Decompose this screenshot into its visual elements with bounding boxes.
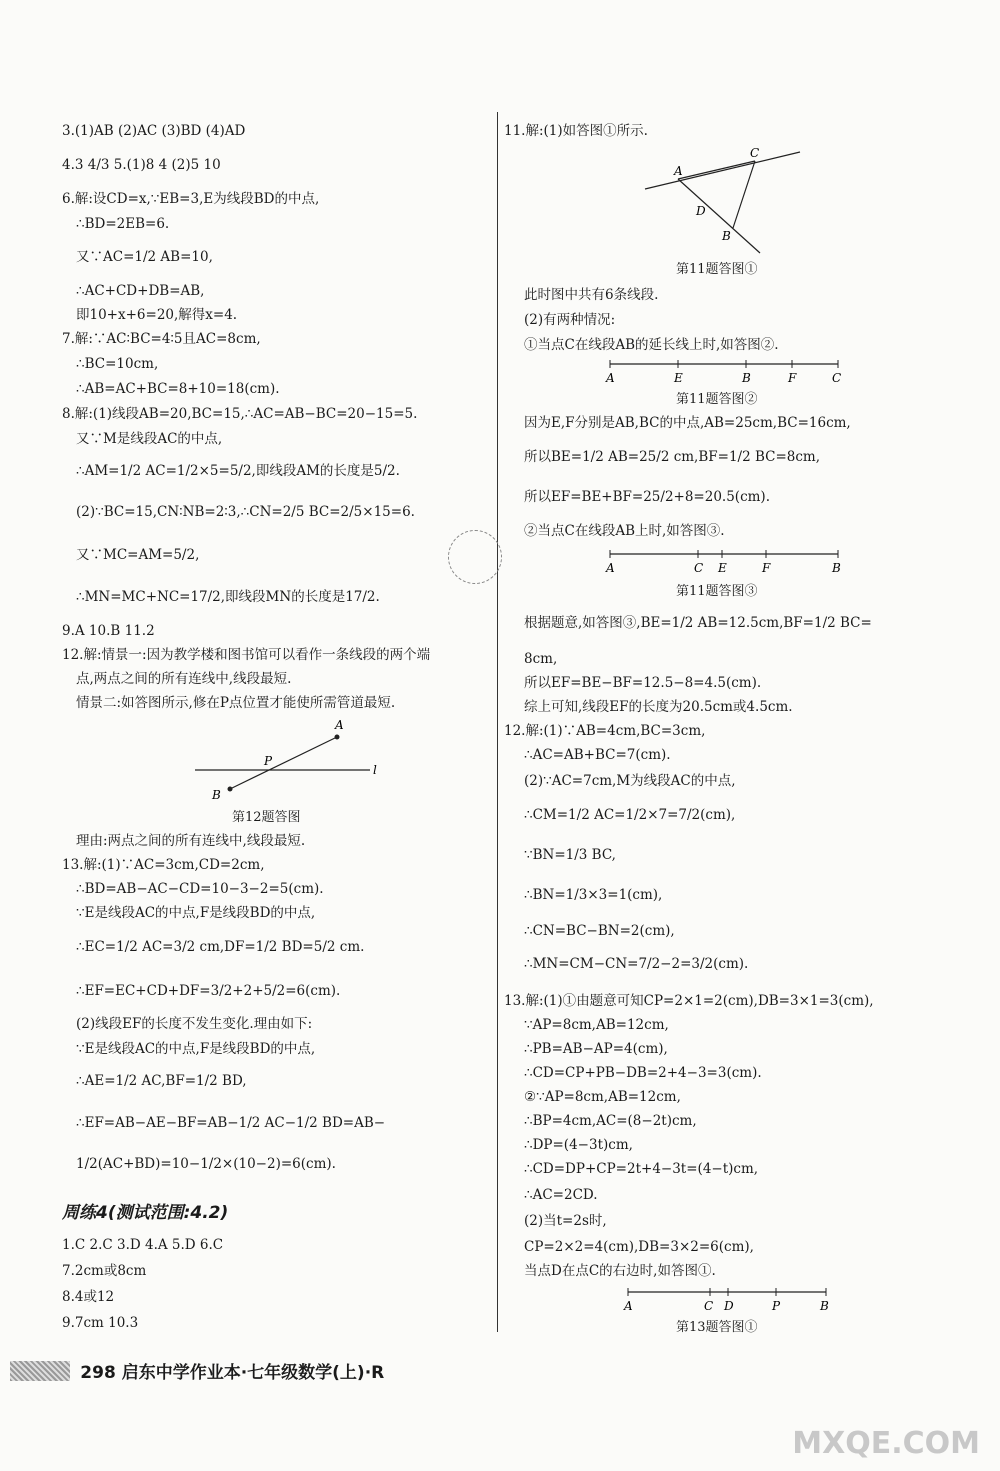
answer-line: 综上可知,线段EF的长度为20.5cm或4.5cm.	[524, 699, 793, 715]
answer-line: ∵BN=1/3 BC,	[524, 847, 616, 863]
answer-line: 9.7cm 10.3	[62, 1315, 139, 1331]
answer-line: ∴AC+CD+DB=AB,	[76, 283, 205, 299]
answer-line: (2)∵BC=15,CN∶NB=2∶3,∴CN=2/5 BC=2/5×15=6.	[76, 504, 415, 520]
watermark: MXQE.COM	[792, 1426, 980, 1461]
answer-line: 又∵MC=AM=5/2,	[76, 547, 200, 563]
fig12-caption: 第12题答图	[232, 810, 301, 825]
answer-line: 13.解:(1)①由题意可知CP=2×1=2(cm),DB=3×1=3(cm),	[504, 993, 874, 1009]
answer-line: ∴EC=1/2 AC=3/2 cm,DF=1/2 BD=5/2 cm.	[76, 939, 365, 955]
answer-line: 7.2cm或8cm	[62, 1263, 147, 1279]
answer-line: 7.解:∵AC∶BC=4∶5且AC=8cm,	[62, 331, 261, 347]
answer-line: 又∵M是线段AC的中点,	[76, 431, 223, 447]
answer-line: ∴CD=CP+PB−DB=2+4−3=3(cm).	[524, 1065, 762, 1081]
svg-text:B: B	[832, 561, 841, 575]
answer-line: 3.(1)AB (2)AC (3)BD (4)AD	[62, 123, 246, 139]
svg-text:A: A	[606, 371, 615, 385]
answer-line: 点,两点之间的所有连线中,线段最短.	[76, 671, 292, 687]
answer-line: 6.解:设CD=x,∵EB=3,E为线段BD的中点,	[62, 191, 320, 207]
answer-line: ②∵AP=8cm,AB=12cm,	[524, 1089, 681, 1105]
answer-line: ∴DP=(4−3t)cm,	[524, 1137, 633, 1153]
answer-line: ∵E是线段AC的中点,F是线段BD的中点,	[76, 905, 316, 921]
answer-line: ∴AB=AC+BC=8+10=18(cm).	[76, 381, 280, 397]
fig11-2-caption: 第11题答图②	[676, 392, 758, 407]
answer-line: ∴AM=1/2 AC=1/2×5=5/2,即线段AM的长度是5/2.	[76, 463, 400, 479]
answer-line: ∴BP=4cm,AC=(8−2t)cm,	[524, 1113, 697, 1129]
answer-line: (2)当t=2s时,	[524, 1213, 607, 1229]
svg-text:B: B	[212, 788, 221, 802]
answer-line: 当点D在点C的右边时,如答图①.	[524, 1263, 716, 1279]
answer-line: ∴CN=BC−BN=2(cm),	[524, 923, 675, 939]
page-footer	[10, 1358, 384, 1383]
fig13-1-diagram	[618, 1284, 838, 1314]
answer-line: ①当点C在线段AB的延长线上时,如答图②.	[524, 337, 779, 353]
answer-line: ∴EF=EC+CD+DF=3/2+2+5/2=6(cm).	[76, 983, 341, 999]
footer-pattern	[10, 1361, 70, 1381]
answer-line: 所以EF=BE+BF=25/2+8=20.5(cm).	[524, 489, 770, 505]
answer-line: 12.解:(1)∵AB=4cm,BC=3cm,	[504, 723, 706, 739]
column-divider	[497, 112, 498, 1332]
fig13-1-caption: 第13题答图①	[676, 1320, 758, 1335]
answer-line: 所以EF=BE−BF=12.5−8=4.5(cm).	[524, 675, 762, 691]
answer-line: ∴BC=10cm,	[76, 356, 159, 372]
answer-line: 9.A 10.B 11.2	[62, 623, 155, 639]
answer-line: (2)线段EF的长度不发生变化.理由如下:	[76, 1016, 313, 1032]
svg-text:B: B	[742, 371, 751, 385]
answer-line: ∴BN=1/3×3=1(cm),	[524, 887, 663, 903]
svg-text:C: C	[750, 146, 760, 160]
answer-line: 11.解:(1)如答图①所示.	[504, 123, 648, 139]
answer-line: 此时图中共有6条线段.	[524, 287, 659, 303]
answer-line: 理由:两点之间的所有连线中,线段最短.	[76, 833, 306, 849]
svg-text:P: P	[264, 754, 273, 768]
answer-line: 8.解:(1)线段AB=20,BC=15,∴AC=AB−BC=20−15=5.	[62, 406, 418, 422]
fig11-1-diagram	[640, 143, 810, 255]
answer-line: ∴AC=2CD.	[524, 1187, 598, 1203]
answer-line: ∴CD=DP+CP=2t+4−3t=(4−t)cm,	[524, 1161, 759, 1177]
answer-line: 因为E,F分别是AB,BC的中点,AB=25cm,BC=16cm,	[524, 415, 851, 431]
answer-line: ∴MN=CM−CN=7/2−2=3/2(cm).	[524, 956, 749, 972]
svg-text:C: C	[832, 371, 842, 385]
answer-line: 根据题意,如答图③,BE=1/2 AB=12.5cm,BF=1/2 BC=	[524, 615, 872, 631]
answer-line: 情景二:如答图所示,修在P点位置才能使所需管道最短.	[76, 695, 396, 711]
answer-line: 4.3 4/3 5.(1)8 4 (2)5 10	[62, 157, 221, 173]
answer-line: ∴AE=1/2 AC,BF=1/2 BD,	[76, 1073, 247, 1089]
answer-line: 8cm,	[524, 651, 558, 667]
svg-text:C: C	[704, 1299, 714, 1313]
svg-text:A: A	[674, 164, 683, 178]
fig11-1-caption: 第11题答图①	[676, 262, 758, 277]
answer-line: ∴PB=AB−AP=4(cm),	[524, 1041, 668, 1057]
svg-text:A: A	[335, 718, 344, 732]
svg-text:D: D	[696, 204, 706, 218]
section-title: 周练4(测试范围:4.2)	[62, 1203, 229, 1223]
answer-line: (2)有两种情况:	[524, 312, 616, 328]
answer-line: ∴MN=MC+NC=17/2,即线段MN的长度是17/2.	[76, 589, 380, 605]
answer-line: 即10+x+6=20,解得x=4.	[76, 307, 238, 323]
svg-text:E: E	[674, 371, 683, 385]
stamp-seal	[448, 530, 502, 584]
answer-line: ∴BD=2EB=6.	[76, 216, 170, 232]
answer-line: ∴CM=1/2 AC=1/2×7=7/2(cm),	[524, 807, 736, 823]
fig11-3-caption: 第11题答图③	[676, 584, 758, 599]
answer-line: 1/2(AC+BD)=10−1/2×(10−2)=6(cm).	[76, 1156, 336, 1172]
footer-text: 298 启东中学作业本·七年级数学(上)·R	[80, 1363, 385, 1383]
answer-line: 13.解:(1)∵AC=3cm,CD=2cm,	[62, 857, 265, 873]
svg-text:B: B	[820, 1299, 829, 1313]
answer-line: CP=2×2=4(cm),DB=3×2=6(cm),	[524, 1239, 754, 1255]
fig11-2-diagram	[600, 356, 850, 386]
answer-line: ②当点C在线段AB上时,如答图③.	[524, 523, 725, 539]
answer-line: ∵E是线段AC的中点,F是线段BD的中点,	[76, 1041, 316, 1057]
answer-line: ∴AC=AB+BC=7(cm).	[524, 747, 671, 763]
svg-text:F: F	[788, 371, 797, 385]
svg-text:A: A	[606, 561, 615, 575]
answer-line: 所以BE=1/2 AB=25/2 cm,BF=1/2 BC=8cm,	[524, 449, 821, 465]
answer-line: ∴EF=AB−AE−BF=AB−1/2 AC−1/2 BD=AB−	[76, 1115, 386, 1131]
answer-line: 12.解:情景一:因为教学楼和图书馆可以看作一条线段的两个端	[62, 647, 431, 663]
svg-text:P: P	[772, 1299, 781, 1313]
svg-text:A: A	[624, 1299, 633, 1313]
answer-line: 8.4或12	[62, 1289, 115, 1305]
answer-line: ∴BD=AB−AC−CD=10−3−2=5(cm).	[76, 881, 324, 897]
svg-text:F: F	[762, 561, 771, 575]
svg-text:C: C	[694, 561, 704, 575]
answer-line: (2)∵AC=7cm,M为线段AC的中点,	[524, 773, 736, 789]
svg-text:l: l	[373, 763, 377, 777]
answer-line: 1.C 2.C 3.D 4.A 5.D 6.C	[62, 1237, 224, 1253]
answer-line: 又∵AC=1/2 AB=10,	[76, 249, 213, 265]
fig12-diagram	[190, 715, 390, 805]
svg-text:E: E	[718, 561, 727, 575]
svg-text:D: D	[724, 1299, 734, 1313]
fig11-3-diagram	[600, 546, 850, 576]
svg-text:B: B	[722, 229, 731, 243]
answer-line: ∵AP=8cm,AB=12cm,	[524, 1017, 669, 1033]
